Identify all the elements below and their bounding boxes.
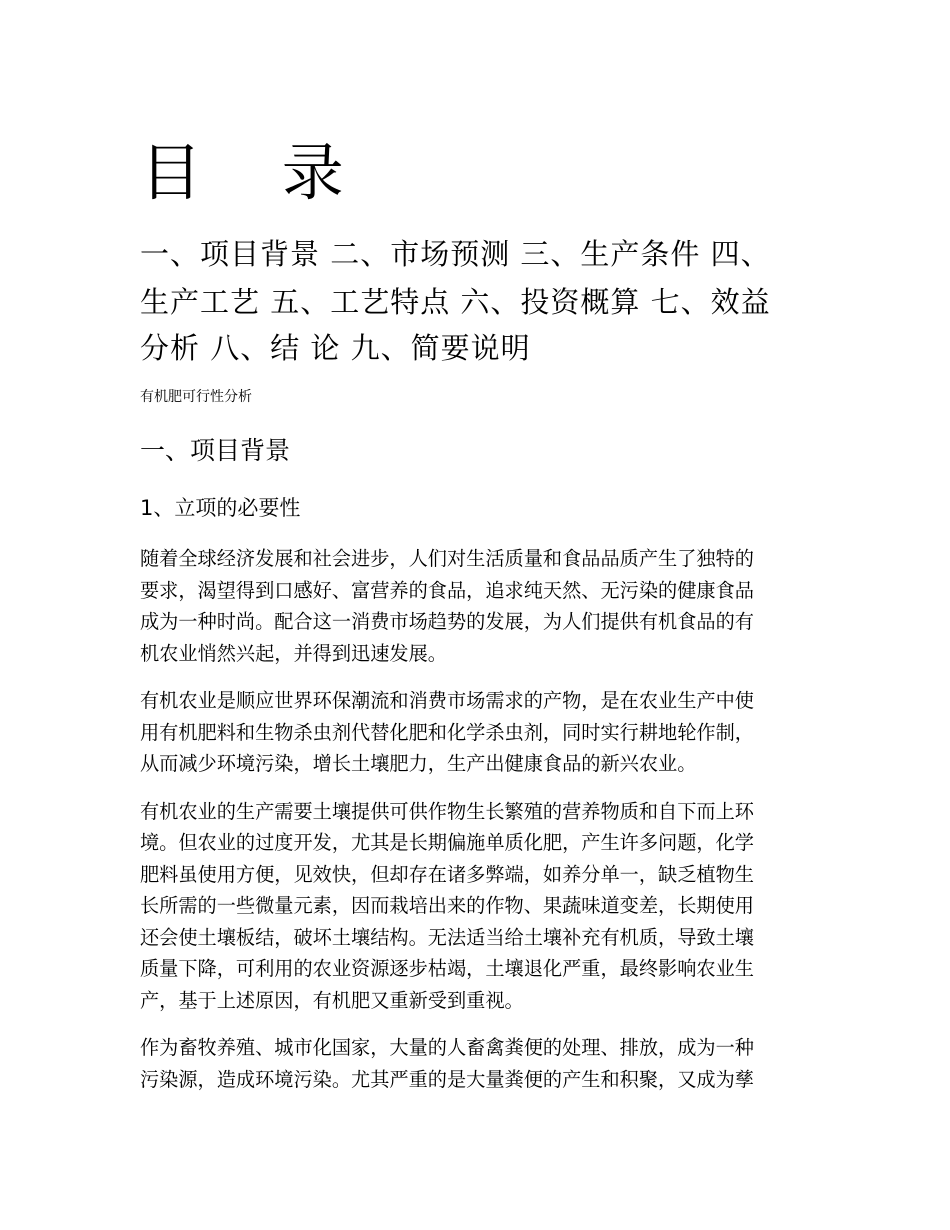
paragraph-2-line: 用有机肥料和生物杀虫剂代替化肥和化学杀虫剂，同时实行耕地轮作制，	[140, 721, 754, 744]
toc-line: 分析 八、结 论 九、简要说明	[140, 331, 531, 365]
paragraph-3-line: 质量下降，可利用的农业资源逐步枯竭，土壤退化严重，最终影响农业生	[140, 957, 754, 980]
paragraph-3-line: 肥料虽使用方便，见效快，但却存在诸多弊端，如养分单一，缺乏植物生	[140, 863, 754, 886]
paragraph-1-line: 成为一种时尚。配合这一消费市场趋势的发展，为人们提供有机食品的有	[140, 610, 754, 633]
paragraph-1-line: 要求，渴望得到口感好、富营养的食品，追求纯天然、无污染的健康食品	[140, 579, 754, 602]
paragraph-3-line: 产，基于上述原因，有机肥又重新受到重视。	[140, 989, 524, 1012]
paragraph-2-line: 从而减少环境污染，增长土壤肥力，生产出健康食品的新兴农业。	[140, 752, 697, 775]
paragraph-4-line: 污染源，造成环境污染。尤其严重的是大量粪便的产生和积聚，又成为孳	[140, 1068, 754, 1091]
sub-heading: 1、立项的必要性	[140, 496, 301, 520]
section-heading: 一、项目背景	[140, 436, 291, 465]
paragraph-3-line: 有机农业的生产需要土壤提供可供作物生长繁殖的营养物质和自下而上环	[140, 800, 754, 823]
toc-line: 生产工艺 五、工艺特点 六、投资概算 七、效益	[140, 285, 771, 319]
document-subtitle: 有机肥可行性分析	[140, 389, 252, 405]
paragraph-3-line: 还会使土壤板结，破坏土壤结构。无法适当给土壤补充有机质，导致土壤	[140, 926, 754, 949]
paragraph-2-line: 有机农业是顺应世界环保潮流和消费市场需求的产物，是在农业生产中使	[140, 689, 754, 712]
paragraph-3-line: 境。但农业的过度开发，尤其是长期偏施单质化肥，产生许多问题，化学	[140, 831, 754, 854]
paragraph-3-line: 长所需的一些微量元素，因而栽培出来的作物、果蔬味道变差，长期使用	[140, 894, 754, 917]
paragraph-1-line: 随着全球经济发展和社会进步，人们对生活质量和食品品质产生了独特的	[140, 547, 754, 570]
toc-title: 目 录	[140, 136, 374, 209]
toc-line: 一、项目背景 二、市场预测 三、生产条件 四、	[140, 237, 771, 271]
paragraph-1-line: 机农业悄然兴起，并得到迅速发展。	[140, 642, 447, 665]
paragraph-4-line: 作为畜牧养殖、城市化国家，大量的人畜禽粪便的处理、排放，成为一种	[140, 1036, 754, 1059]
